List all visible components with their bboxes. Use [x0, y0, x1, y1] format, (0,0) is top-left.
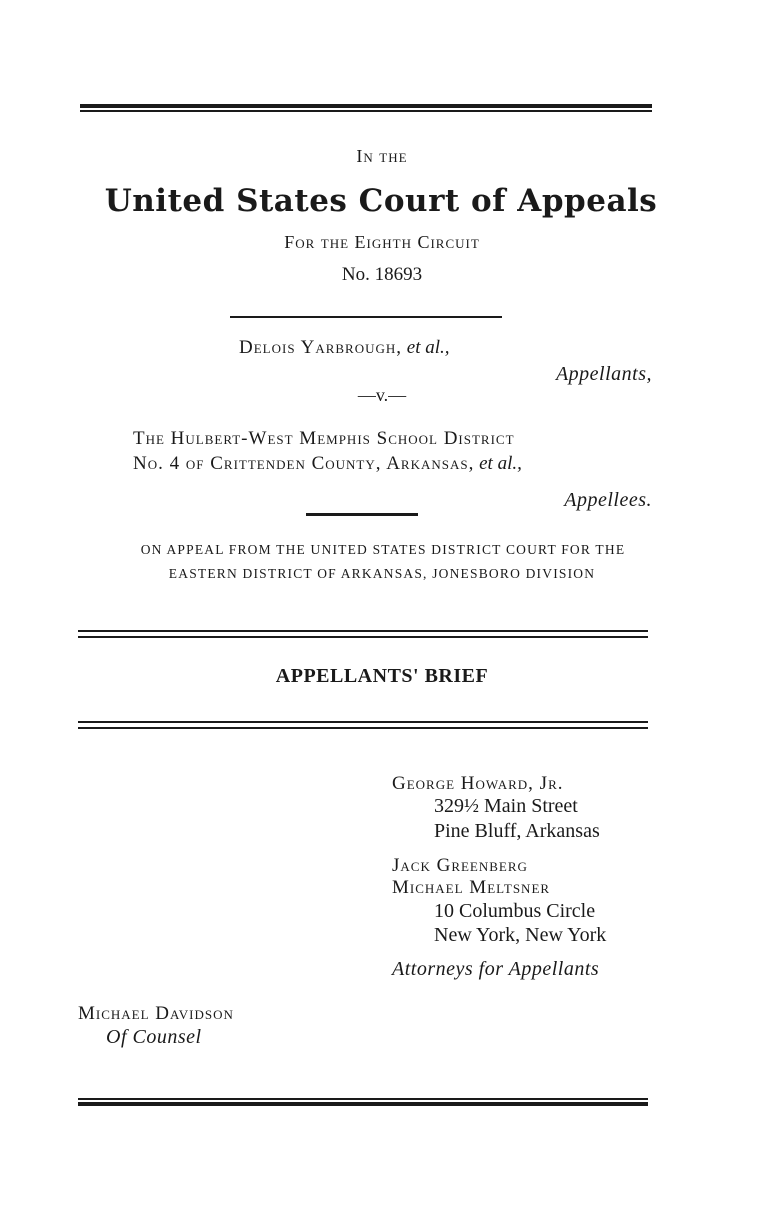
appellant-etal: et al., [406, 337, 450, 358]
of-counsel-name: Michael Davidson [78, 1003, 234, 1024]
attorney-23-address-1: 10 Columbus Circle [434, 900, 596, 922]
in-the-label: In the [356, 146, 408, 166]
appellee-line-1: The Hulbert-West Memphis School District [133, 428, 515, 449]
attorney-3-name: Michael Meltsner [392, 877, 551, 898]
appellant-role: Appellants, [555, 363, 652, 385]
attorney-1-name: George Howard, Jr. [392, 773, 564, 794]
case-number: No. 18693 [341, 264, 423, 285]
brief-title: APPELLANTS' BRIEF [275, 665, 489, 687]
attorneys-for-label: Attorneys for Appellants [392, 958, 600, 980]
attorney-1-address-2: Pine Bluff, Arkansas [434, 820, 600, 842]
bottom-rule-thick [78, 1102, 648, 1106]
bottom-rule-thin [78, 1098, 648, 1100]
title-bottom-rule-2 [78, 727, 648, 729]
court-name: United States Court of Appeals [104, 183, 658, 219]
top-rule-thick [80, 104, 652, 108]
appellant-name: Delois Yarbrough, [239, 337, 403, 358]
appellant-line [239, 337, 450, 359]
attorney-2-name: Jack Greenberg [392, 855, 528, 876]
title-bottom-rule-1 [78, 721, 648, 723]
attorney-23-address-2: New York, New York [434, 924, 607, 946]
case-separator-rule [230, 316, 502, 318]
attorney-1-address-1: 329½ Main Street [434, 795, 578, 817]
appellee-etal: et al., [479, 453, 522, 474]
versus: —v.— [357, 385, 407, 405]
of-counsel-label: Of Counsel [106, 1026, 202, 1048]
parties-separator-rule [306, 513, 418, 516]
appellee-role: Appellees. [564, 489, 652, 511]
top-rule-thin [80, 110, 652, 112]
appellee-line-2 [133, 453, 522, 475]
appellee-name-line2: No. 4 of Crittenden County, Arkansas, [133, 453, 475, 474]
circuit-label: For the Eighth Circuit [284, 232, 480, 252]
appeal-from-line-1: ON APPEAL FROM THE UNITED STATES DISTRICT COURT FOR THE [140, 542, 626, 557]
appeal-from-line-2: EASTERN DISTRICT OF ARKANSAS, JONESBORO DIVISION [168, 566, 596, 581]
title-top-rule-1 [78, 630, 648, 632]
title-top-rule-2 [78, 636, 648, 638]
